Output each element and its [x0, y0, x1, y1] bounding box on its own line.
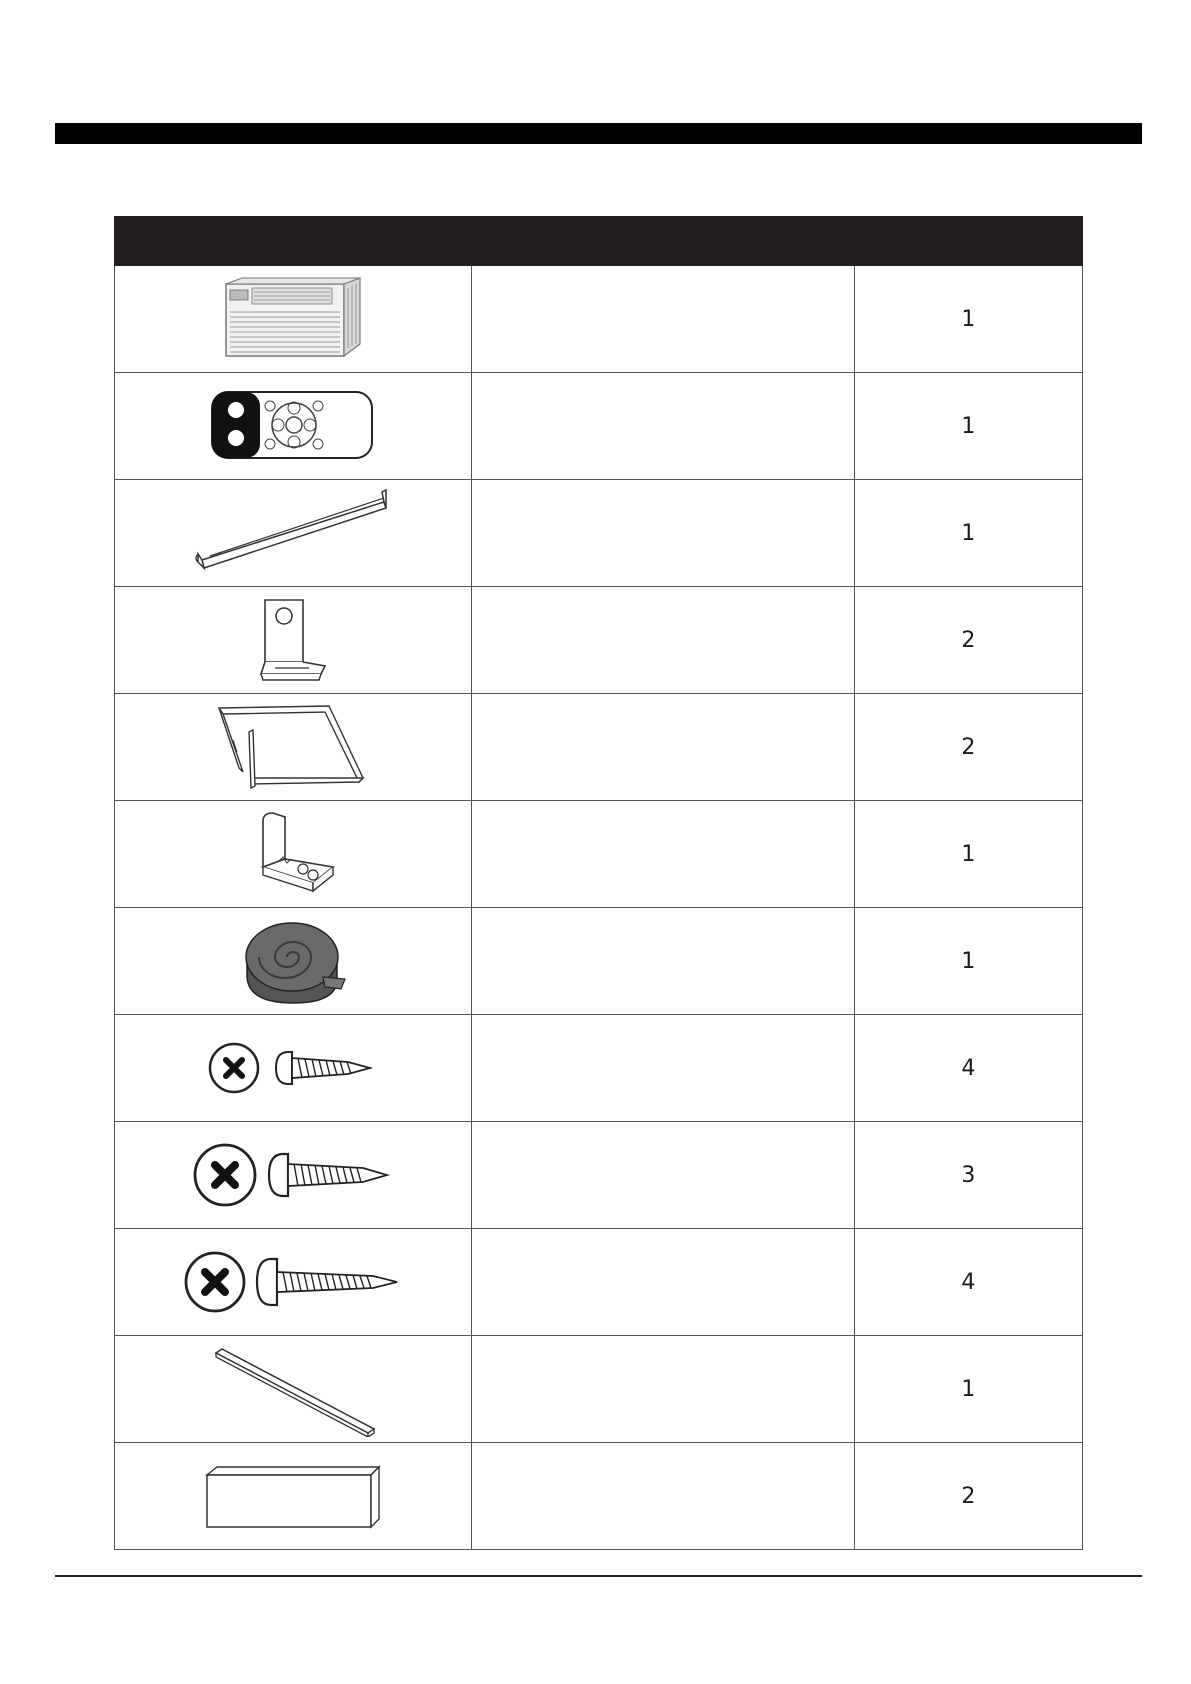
part-image-cell: [115, 1122, 472, 1229]
table-header-row: [115, 217, 1083, 266]
table-row: [115, 266, 1083, 373]
part-quantity: 1: [854, 266, 1082, 373]
part-quantity: 2: [854, 587, 1082, 694]
part-description: [472, 908, 854, 1015]
part-image-cell: [115, 908, 472, 1015]
title-bar: [55, 123, 1142, 144]
table-row: [115, 1229, 1083, 1336]
part-image-cell: [115, 801, 472, 908]
part-description: [472, 266, 854, 373]
footer-divider: [55, 1575, 1142, 1577]
part-description: [472, 373, 854, 480]
table-row: [115, 1015, 1083, 1122]
part-description: [472, 480, 854, 587]
table-row: [115, 908, 1083, 1015]
part-description: [472, 1443, 854, 1550]
medium-screw-icon: [193, 1140, 393, 1210]
table-row: [115, 1122, 1083, 1229]
part-description: [472, 1336, 854, 1443]
side-curtain-frame-icon: [213, 702, 373, 792]
part-image-cell: [115, 1229, 472, 1336]
part-description: [472, 801, 854, 908]
part-image-cell: [115, 587, 472, 694]
part-quantity: 4: [854, 1015, 1082, 1122]
short-screw-icon: [208, 1038, 378, 1098]
part-image-cell: [115, 694, 472, 801]
table-row: [115, 1443, 1083, 1550]
part-image-cell: [115, 373, 472, 480]
part-quantity: 2: [854, 694, 1082, 801]
foam-strip-icon: [208, 1341, 378, 1437]
long-screw-icon: [183, 1247, 403, 1317]
l-bracket-icon: [253, 592, 333, 688]
part-image-cell: [115, 1015, 472, 1122]
part-quantity: 2: [854, 1443, 1082, 1550]
part-quantity: 1: [854, 373, 1082, 480]
part-quantity: 1: [854, 480, 1082, 587]
table-row: [115, 801, 1083, 908]
part-image-cell: [115, 1443, 472, 1550]
part-image-cell: [115, 266, 472, 373]
part-description: [472, 1229, 854, 1336]
header-cell-description: [472, 217, 854, 266]
part-quantity: 1: [854, 801, 1082, 908]
part-description: [472, 1015, 854, 1122]
part-quantity: 1: [854, 908, 1082, 1015]
air-conditioner-unit-icon: [218, 274, 368, 364]
header-cell-picture: [115, 217, 472, 266]
foam-block-icon: [203, 1461, 383, 1531]
part-description: [472, 1122, 854, 1229]
part-image-cell: [115, 1336, 472, 1443]
table-row: [115, 373, 1083, 480]
header-cell-quantity: [854, 217, 1082, 266]
remote-control-icon: [208, 386, 378, 466]
table-row: [115, 694, 1083, 801]
table-row: [115, 587, 1083, 694]
part-description: [472, 694, 854, 801]
part-quantity: 1: [854, 1336, 1082, 1443]
corner-bracket-icon: [243, 809, 343, 899]
top-rail-channel-icon: [188, 488, 398, 578]
table-row: [115, 480, 1083, 587]
parts-table: [114, 216, 1083, 1550]
part-image-cell: [115, 480, 472, 587]
foam-seal-roll-icon: [233, 913, 353, 1009]
part-quantity: 4: [854, 1229, 1082, 1336]
part-quantity: 3: [854, 1122, 1082, 1229]
part-description: [472, 587, 854, 694]
table-row: [115, 1336, 1083, 1443]
